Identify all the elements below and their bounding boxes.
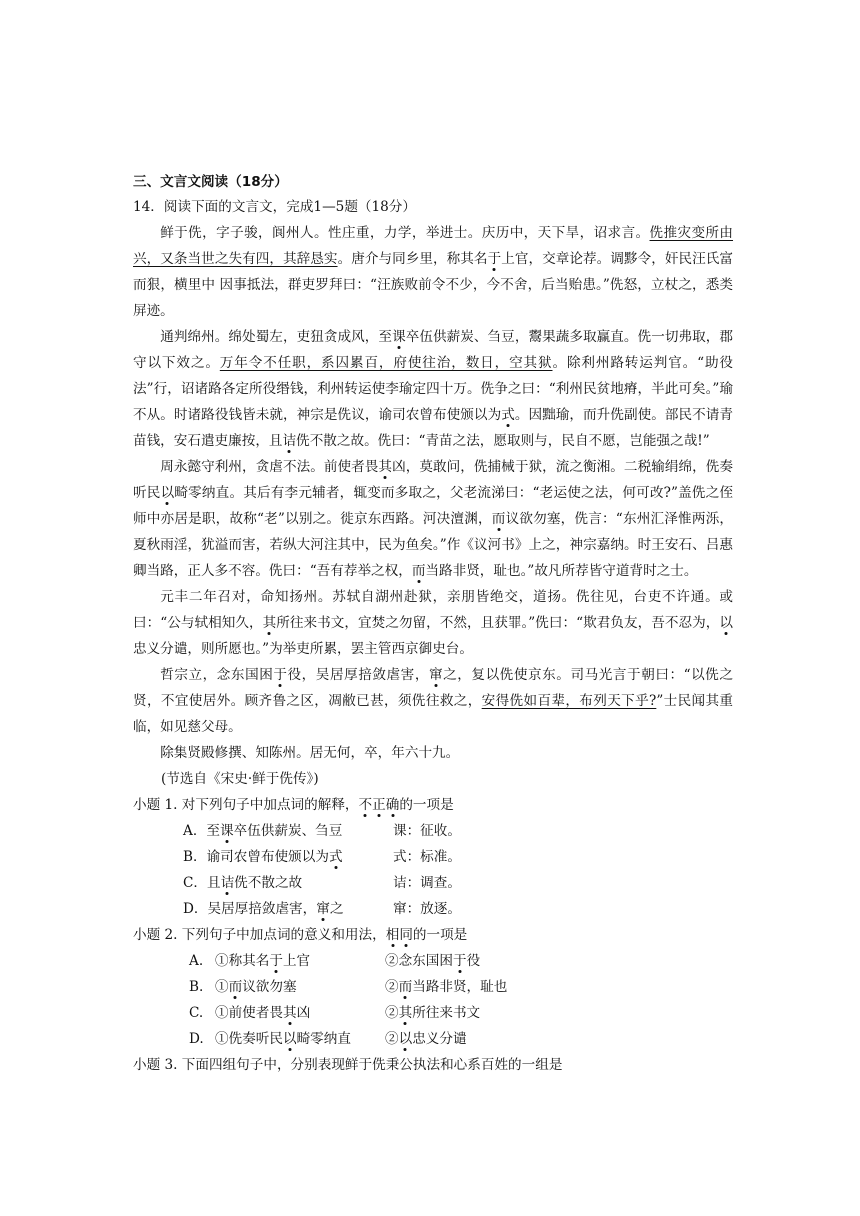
dotted-word: 其 bbox=[398, 1005, 413, 1021]
dotted-word: 而 bbox=[491, 511, 506, 527]
q1-options bbox=[133, 818, 733, 922]
q1-option-explanation: 式：标准。 bbox=[393, 849, 461, 865]
dotted-word: 窜 bbox=[316, 901, 330, 917]
dotted-word: 于 bbox=[487, 251, 502, 267]
dotted-word: 于 bbox=[452, 953, 467, 969]
q2-options bbox=[133, 948, 733, 1052]
q1-option-explanation: 课：征收。 bbox=[393, 823, 461, 839]
passage bbox=[133, 220, 733, 766]
passage-paragraph: 元丰二年召对，命知扬州。苏轼自湖州赴狱，亲朋皆绝交，道扬。侁往见，台吏不许通。或曰：“公与轼相知久，其所往来书文，宜焚之勿留，不然，且获罪。”侁曰：“欺君负友，吾不忍为，以忠义分谴，则所愿也。”为举吏所累，罢主管西京御史台。 bbox=[133, 589, 733, 657]
q1-title: 小题 1. 对下列句子中加点词的解释，不正确的一项是 bbox=[133, 797, 454, 813]
passage-paragraph: 鲜于侁，字子骏，阆州人。性庄重，力学，举进士。庆历中，天下旱，诏求言。侁推灾变所由兴，又条当世之失有四，其辞恳实。唐介与同乡里，称其名于上官，交章论荐。调黟令，奸民汪氏富而狠，横里中 因事抵法，群吏罗拜曰：“汪族败前令不少，今不舍，后当贻患。”侁怒，立杖之，悉类屏迹。 bbox=[133, 225, 734, 319]
passage-paragraph: 通判绵州。绵处蜀左，吏狃贪成风，至课卒伍供薪炭、刍豆，鬻果蔬多取赢直。侁一切弗取，郡守以下效之。万年令不任职，系囚累百，府使往治，数日，空其狱。除利州路转运判官。“助役法”行，诏诸路各定所役缗钱，利州转运使李瑜定四十万。侁争之曰：“利州民贫地瘠，半此可矣。”瑜不从。时诸路役钱皆未就，神宗是侁议，谕司农曾布使颁以为式。因黜瑜，而升侁副使。部民不请青苗钱，安石遣吏廉按，且诘侁不散之故。侁曰：“青苗之法，愿取则与，民自不愿，岂能强之哉!” bbox=[133, 329, 734, 449]
q2-option-letter: C. bbox=[189, 1005, 204, 1021]
q2-option-letter: B. bbox=[189, 979, 204, 995]
dotted-word: 以 bbox=[282, 1031, 297, 1047]
q2-option-letter: A. bbox=[189, 953, 204, 969]
underlined-sentence: 安得侁如百辈，布列天下乎? bbox=[481, 693, 657, 709]
q1-option: B．谕司农曾布使颁以为式 式：标准。 bbox=[183, 849, 461, 865]
passage-paragraph: 除集贤殿修撰、知陈州。居无何，卒，年六十九。 bbox=[160, 745, 460, 761]
dotted-word: 于 bbox=[269, 953, 283, 969]
underlined-sentence: 侁推灾变所由兴，又条当世之失有四，其辞恳实 bbox=[133, 225, 734, 267]
question-heading: 14．阅读下面的文言文，完成1—5题（18分） bbox=[133, 199, 416, 215]
dotted-word: 其 bbox=[262, 615, 277, 631]
q1-option: A．至课卒伍供薪炭、刍豆 课：征收。 bbox=[183, 823, 461, 839]
q2-emphasis: 相同 bbox=[385, 927, 413, 943]
dotted-word: 式 bbox=[501, 407, 515, 423]
dotted-word: 课 bbox=[392, 329, 406, 345]
dotted-word: 而 bbox=[411, 563, 426, 579]
dotted-word: 课 bbox=[220, 823, 234, 839]
q2-option-letter: D. bbox=[189, 1031, 204, 1047]
q2-option: B. ①而议欲勿塞 ②而当路非贤，耻也 bbox=[133, 974, 733, 1000]
dotted-word: 于 bbox=[273, 667, 288, 683]
underlined-sentence: 万年令不任职，系囚累百，府使往治，数日，空其狱 bbox=[219, 355, 553, 371]
q2-option: A. ①称其名于上官 ②念东国困于役 bbox=[133, 948, 733, 974]
passage-paragraph: 周永懿守利州，贪虐不法。前使者畏其凶，莫敢问，侁捕械于狱，流之衡湘。二税输绢绵，侁奏听民以畸零纳直。其后有李元辅者，辄变而多取之，父老流涕曰：“老运使之法，何可改?”盖侁之侄师中亦居是职，故称“老”以别之。徙京东西路。河决澶渊，而议欲勿塞，侁言：“东州汇泽惟两泺，夏秋雨淫，犹溢而害，若纵大河注其中，民为鱼矣。”作《议河书》上之，神宗嘉纳。时王安石、吕惠卿当路，正人多不容。侁曰：“吾有荐举之权，而当路非贤，耻也。”故凡所荐皆守道背时之士。 bbox=[133, 459, 734, 579]
passage-source: (节选自《宋史·鲜于侁传》) bbox=[161, 771, 319, 787]
q1-option-explanation: 窜：放逐。 bbox=[393, 901, 461, 917]
q2-title: 小题 2. 下列句子中加点词的意义和用法，相同的一项是 bbox=[133, 927, 468, 943]
content bbox=[133, 170, 733, 1078]
q3-title: 小题 3. 下面四组句子中，分别表现鲜于侁秉公执法和心系百姓的一组是 bbox=[133, 1057, 563, 1073]
dotted-word: 而 bbox=[228, 979, 243, 995]
q1-option-explanation: 诘：调查。 bbox=[393, 875, 461, 891]
dotted-word: 其 bbox=[282, 1005, 297, 1021]
q2-option: D. ①侁奏听民以畸零纳直 ②以忠义分谴 bbox=[133, 1026, 733, 1052]
dotted-word: 窜 bbox=[428, 667, 444, 683]
dotted-word: 式 bbox=[328, 849, 343, 865]
dotted-word: 以 bbox=[160, 485, 175, 501]
q1-emphasis: 不正确 bbox=[358, 797, 400, 813]
passage-paragraph: 哲宗立，念东国困于役，吴居厚掊敛虐害，窜之，复以侁使京东。司马光言于朝曰：“以侁之贤，不宜使居外。顾齐鲁之区，凋敝已甚，须侁往救之，安得侁如百辈，布列天下乎?”士民闻其重临，如见慈父母。 bbox=[133, 667, 734, 735]
dotted-word: 以 bbox=[398, 1031, 413, 1047]
dotted-word: 诘 bbox=[282, 433, 297, 449]
dotted-word: 其 bbox=[378, 459, 393, 475]
q2-option: C. ①前使者畏其凶 ②其所往来书文 bbox=[133, 1000, 733, 1026]
dotted-word: 以 bbox=[719, 615, 733, 631]
q1-option: C．且诘侁不散之故 诘：调查。 bbox=[183, 875, 461, 891]
q1-option: D．吴居厚掊敛虐害，窜之 窜：放逐。 bbox=[183, 901, 461, 917]
dotted-word: 而 bbox=[398, 979, 413, 995]
dotted-word: 诘 bbox=[220, 875, 235, 891]
section-title: 三、文言文阅读（18分） bbox=[133, 174, 288, 190]
